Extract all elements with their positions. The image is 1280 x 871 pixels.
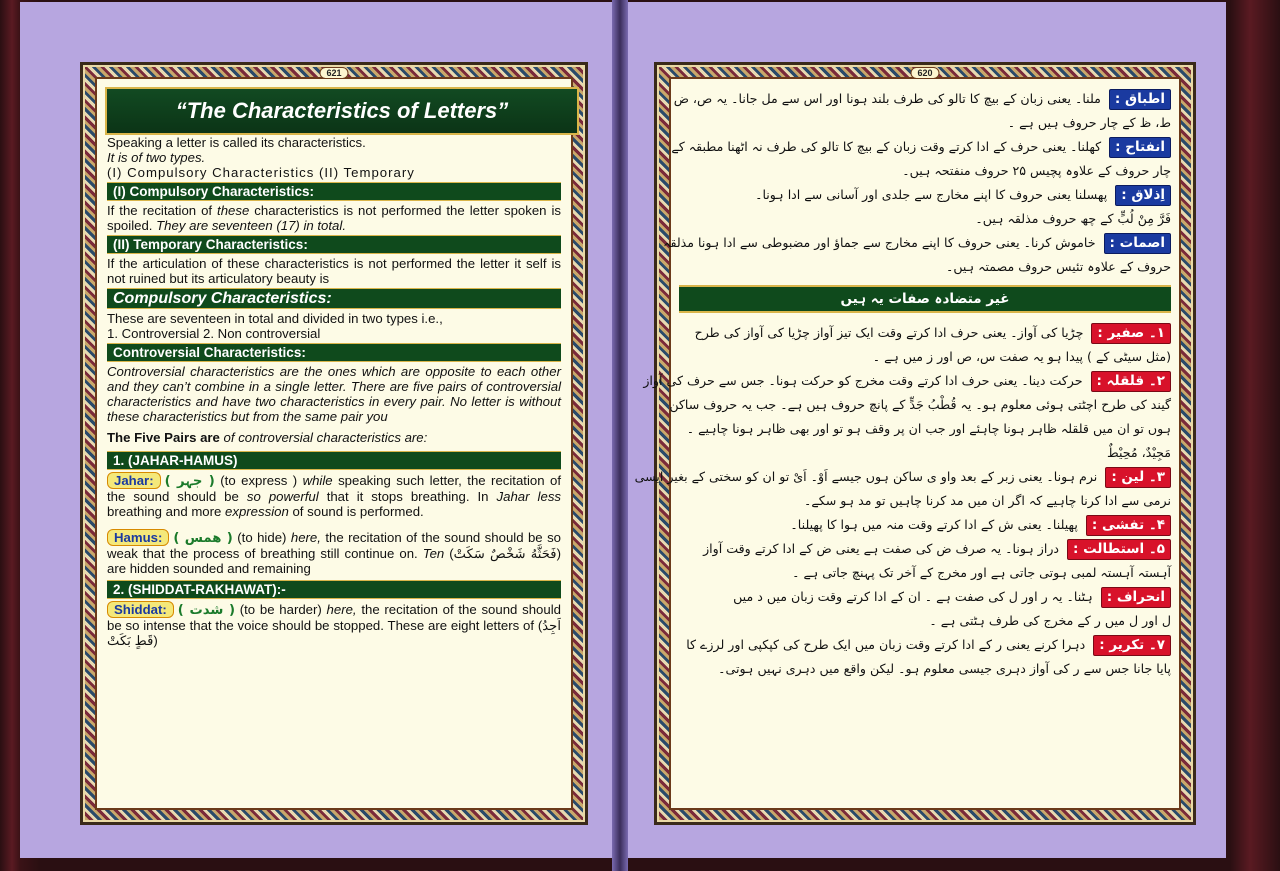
urdu-text: حروف کے علاوہ تئیس حروف مصمتہ ہیں۔	[945, 259, 1171, 274]
text-span: that it stops breathing. In	[318, 489, 497, 504]
text-span: the recitation of the sound should be so intense that the voice should be stopped. These are eight letters of	[107, 602, 561, 633]
intro-line-2: It is of two types.	[107, 150, 206, 165]
arabic-span: ( شدت )	[177, 603, 235, 618]
urdu-line	[663, 231, 1171, 255]
urdu-text: ہوں تو ان میں قلقلہ ظاہر ہونا چاہئے اور جب ان پر وقف ہو تو اور بھی ظاہر ہونا چاہیے ۔	[686, 421, 1171, 436]
term-tag: ۷۔ تکریر :	[1093, 635, 1171, 656]
compulsory-heading: (I) Compulsory Characteristics:	[107, 182, 561, 201]
text-span: speaking such letter, the recitation of the sound should be	[107, 473, 561, 504]
urdu-text: آہستہ آہستہ لمبی ہوتی جاتی ہے اور مخرج کے آخر تک پہنچ جاتی ہے ۔	[792, 565, 1171, 580]
text-span: the recitation of the sound should be so weak that the process of breathing still continue on.	[107, 530, 562, 561]
text-span: The Five Pairs are	[107, 430, 220, 445]
term-tag: اصمات :	[1104, 233, 1171, 254]
shiddat-tag: Shiddat:	[107, 601, 174, 618]
urdu-text: (مثل سیٹی کے ) پیدا ہو یہ صفت س، ص اور ز میں ہے ۔	[872, 349, 1171, 364]
text-span: of sound is performed.	[288, 504, 424, 519]
urdu-line	[679, 417, 1171, 441]
urdu-line	[679, 513, 1171, 537]
term-tag: ۱۔ صفیر :	[1091, 323, 1171, 344]
urdu-line	[643, 369, 1171, 393]
pair2-heading: 2. (SHIDDAT-RAKHAWAT):-	[107, 580, 561, 599]
text-span: while	[302, 473, 333, 488]
urdu-text: پایا جانا جس سے ر کی آواز دہری جیسی معلوم ہو۔ لیکن واقع میں دہری نہیں ہوتی۔	[718, 661, 1171, 676]
arabic-span: (فَحَثَّهُ شَخْصٌ سَكَتْ)	[444, 546, 561, 561]
temporary-text: If the articulation of these characteristics is not performed the letter it self is not ruined but its articulatory beauty is	[107, 256, 561, 286]
urdu-group-2	[634, 321, 1171, 681]
term-tag: انحراف :	[1101, 587, 1171, 608]
text-span: (to hide)	[232, 530, 291, 545]
urdu-line	[679, 657, 1171, 681]
urdu-text: دہرا کرنے یعنی ر کے ادا کرتے وقت زبان میں ایک طرح کی کپکپی اور لرزے کا	[686, 637, 1090, 652]
text-span: here,	[290, 530, 321, 545]
urdu-text: کھلنا۔ یعنی حرف کے ادا کرتے وقت زبان کے بیچ کا تالو کی طرف نہ اٹھنا مطبقہ کے	[671, 139, 1106, 154]
five-pairs-line	[107, 430, 561, 445]
urdu-line	[679, 159, 1171, 183]
text-span: (to express )	[214, 473, 303, 488]
term-tag: اِذلاق :	[1115, 185, 1171, 206]
text-span: If the recitation of	[107, 203, 218, 218]
urdu-text: حرکت دینا۔ یعنی حرف ادا کرتے وقت مخرج کو حرکت ہونا۔ جس سے حرف کی آواز	[643, 373, 1087, 388]
compulsory2-heading: Compulsory Characteristics:	[107, 288, 561, 309]
urdu-line	[671, 135, 1171, 159]
term-tag: ۲۔ قلقلہ :	[1091, 371, 1171, 392]
urdu-text: چار حروف کے علاوہ پچیس ۲۵ حروف منفتحہ ہیں۔	[902, 163, 1171, 178]
urdu-line	[679, 345, 1171, 369]
urdu-line	[673, 87, 1171, 111]
urdu-text: دراز ہونا۔ یہ صرف ض کی صفت ہے یعنی ض کے ادا کرتے وقت آواز	[703, 541, 1064, 556]
text-span: breathing and more	[107, 504, 226, 519]
term-tag: اطباق :	[1109, 89, 1171, 110]
urdu-line	[679, 183, 1171, 207]
urdu-line	[679, 489, 1171, 513]
urdu-text: پھسلنا یعنی حروف کا اپنے مخارج سے جلدی اور آسانی سے ادا ہونا۔	[755, 187, 1112, 202]
arabic-span: (اَجِدُ قَطٍ بَكَتْ)	[107, 618, 561, 648]
urdu-text: ل اور ل میں ر کے مخرج کی طرف ہٹتی ہے ۔	[929, 613, 1171, 628]
jahar-tag: Jahar:	[107, 472, 161, 489]
page-number-left: 621	[319, 67, 348, 79]
urdu-line	[669, 393, 1171, 417]
urdu-line	[679, 441, 1171, 465]
text-span: They are seventeen (17) in total.	[156, 218, 346, 233]
shiddat-text	[107, 601, 561, 648]
urdu-text: پھیلنا۔ یعنی ش کے ادا کرتے وقت منہ میں ہوا کا پھیلنا۔	[790, 517, 1082, 532]
urdu-text: ط، ظ کے چار حروف ہیں ہے ۔	[1007, 115, 1171, 130]
intro-line-3: (I) Compulsory Characteristics (II) Temporary	[107, 165, 415, 180]
section-heading: غیر متضادہ صفات یہ ہیں	[679, 285, 1171, 313]
left-content	[95, 68, 573, 810]
jahar-text	[107, 472, 561, 519]
right-content	[634, 68, 1181, 810]
compulsory2-line-2: 1. Controversial 2. Non controversial	[107, 326, 321, 341]
urdu-text: چڑیا کی آواز۔ یعنی حرف ادا کرتے وقت ایک تیز آواز چڑیا کی آواز کی طرح	[694, 325, 1088, 340]
urdu-line	[679, 111, 1171, 135]
text-span: Ten	[422, 546, 445, 561]
page-number-right: 620	[910, 67, 939, 79]
text-span: expression	[225, 504, 289, 519]
urdu-text: مَجِيْدٌ، مُحِيْطٌ	[1107, 445, 1171, 460]
urdu-text: خاموش کرنا۔ یعنی حروف کا اپنے مخارج سے جماؤ اور مضبوطی سے ادا ہونا مذلقہ	[663, 235, 1100, 250]
urdu-line	[634, 465, 1171, 489]
controversial-text: Controversial characteristics are the ones which are opposite to each other and they can’t combine in a single letter. There are five pairs of controversial characteristics and have two characteristics in every pair. No letter is without these characteristics but from the same pair you	[107, 364, 561, 424]
hamus-text	[107, 529, 561, 576]
urdu-line	[679, 207, 1171, 231]
term-tag: ۳۔ لین :	[1105, 467, 1171, 488]
urdu-group-1	[663, 87, 1171, 279]
temporary-heading: (II) Temporary Characteristics:	[107, 235, 561, 254]
arabic-span: ( جہر )	[164, 474, 215, 489]
urdu-text: فَرَّ مِنْ لُبٍّ کے چھ حروف مذلقہ ہیں۔	[975, 211, 1171, 226]
page-title	[105, 87, 579, 135]
title-text: “The Characteristics of Letters”	[175, 98, 509, 123]
text-span: of controversial characteristics are:	[219, 430, 428, 445]
text-span: Jahar less	[496, 489, 562, 504]
hamus-tag: Hamus:	[107, 529, 169, 546]
controversial-heading: Controversial Characteristics:	[107, 343, 561, 362]
urdu-line	[679, 537, 1171, 561]
right-ornamental-frame	[634, 62, 1196, 825]
urdu-text: نرم ہونا۔ یعنی زبر کے بعد واو ی ساکن ہوں جیسے اَوْ۔ اَیْ تو ان کو سختی کے بغیر ایسی	[634, 469, 1102, 484]
text-span: here,	[326, 602, 357, 617]
urdu-text: ہٹنا۔ یہ ر اور ل کی صفت ہے ۔ ان کے ادا کرتے وقت زبان میں د میں	[733, 589, 1097, 604]
urdu-line	[679, 255, 1171, 279]
urdu-line	[679, 633, 1171, 657]
term-tag: انفتاح :	[1109, 137, 1171, 158]
text-span: so powerful	[246, 489, 319, 504]
text-span: are hidden sounded and remaining	[107, 561, 311, 576]
text-span: these	[217, 203, 250, 218]
urdu-text: ملنا۔ یعنی زبان کے بیچ کا تالو کی طرف بلند ہونا اور اس سے مل جانا۔ یہ ص، ض	[673, 91, 1105, 106]
urdu-line	[679, 585, 1171, 609]
urdu-line	[679, 321, 1171, 345]
right-body	[634, 87, 1171, 681]
compulsory2-line-1: These are seventeen in total and divided in two types i.e.,	[107, 311, 443, 326]
urdu-line	[679, 561, 1171, 585]
urdu-text: نرمی سے ادا کرنا چاہیے کہ اگر ان میں مد کرنا چاہیں تو مد ہو سکے۔	[804, 493, 1171, 508]
term-tag: ۵۔ استطالت :	[1067, 539, 1171, 560]
book-spine	[612, 0, 628, 871]
urdu-line	[679, 609, 1171, 633]
text-span: characteristics is not performed the letter spoken is spoiled.	[107, 203, 561, 233]
left-ornamental-frame	[80, 62, 588, 825]
compulsory-text	[107, 203, 561, 233]
text-span: (to be harder)	[235, 602, 327, 617]
term-tag: ۴۔ تفشی :	[1086, 515, 1171, 536]
pair1-heading: 1. (JAHAR-HAMUS)	[107, 451, 561, 470]
left-body	[107, 135, 561, 648]
arabic-span: ( همس )	[173, 531, 233, 546]
intro-line-1: Speaking a letter is called its characteristics.	[107, 135, 366, 150]
urdu-text: گیند کی طرح اچٹتی ہوئی معلوم ہو۔ یہ قُطْبُ جَدٍّ کے پانچ حروف ہیں ہے۔ جب یہ حروف ساکن	[669, 397, 1171, 412]
